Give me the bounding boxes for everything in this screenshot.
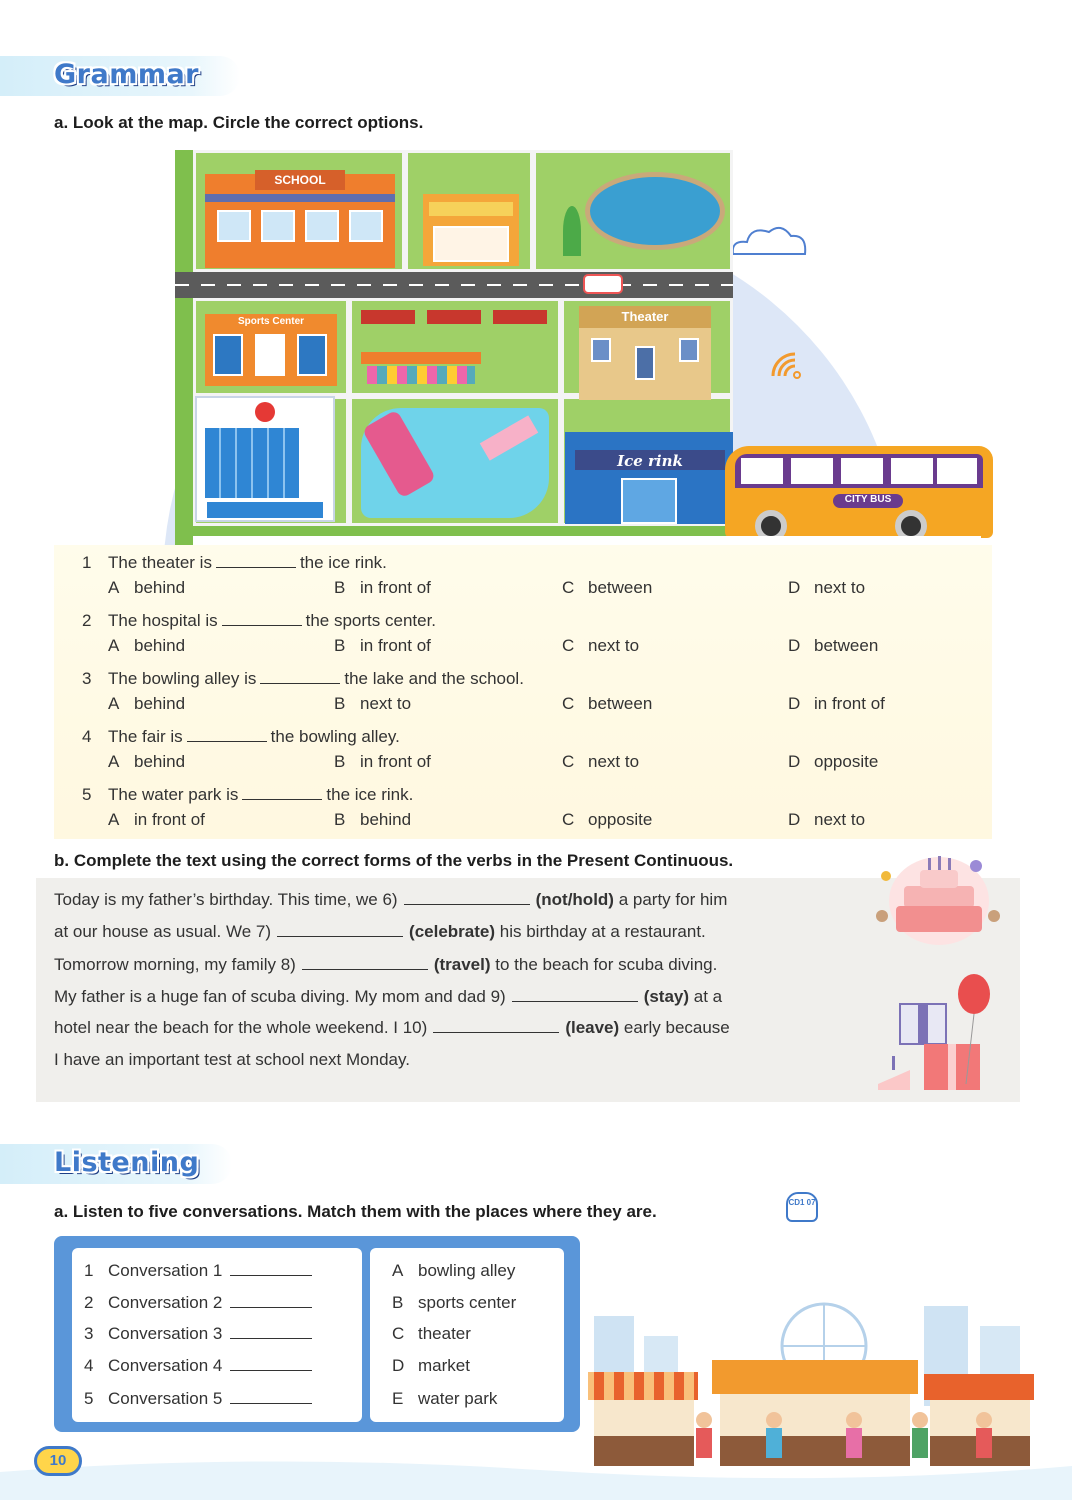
- question-2: 2 The hospital is the sports center. A behind B in front of C next to D between: [82, 611, 879, 655]
- city-bus: [725, 446, 993, 538]
- grammar-title: Grammar: [54, 59, 199, 90]
- passage-line-8: Tomorrow morning, my family 8) (travel) to the beach for scuba diving.: [54, 955, 718, 974]
- part-b-instruction: b. Complete the text using the correct forms of the verbs in the Present Continuous.: [54, 851, 734, 870]
- option-b[interactable]: B next to: [334, 694, 412, 713]
- passage-line-7: at our house as usual. We 7) (celebrate) his birthday at a restaurant.: [54, 922, 706, 941]
- option-c[interactable]: C next to: [562, 752, 640, 771]
- ice-rink-building: [565, 432, 733, 524]
- place-item: B sports center: [392, 1293, 517, 1312]
- hospital-cross-icon: [255, 402, 275, 422]
- hospital-building: [195, 396, 335, 522]
- option-d[interactable]: D between: [788, 636, 879, 655]
- answer-blank[interactable]: [222, 625, 302, 626]
- sports-center-label: Sports Center: [237, 316, 305, 327]
- option-d[interactable]: D next to: [788, 810, 866, 829]
- fair-stalls: [361, 310, 549, 388]
- tree: [563, 206, 581, 256]
- option-d[interactable]: D next to: [788, 578, 866, 597]
- water-park: [361, 408, 549, 518]
- option-b[interactable]: B in front of: [334, 636, 431, 655]
- conversation-item: 5 Conversation 5: [84, 1389, 312, 1409]
- cloud-icon: [723, 220, 813, 260]
- answer-blank[interactable]: [242, 799, 322, 800]
- question-5: 5 The water park is the ice rink. A in front of B behind C opposite D next to: [82, 785, 866, 829]
- conversation-item: 3 Conversation 3: [84, 1324, 312, 1344]
- map-ground: [175, 150, 733, 546]
- theater-building: [579, 306, 711, 400]
- birthday-cake-icon: [864, 846, 1014, 946]
- footer-wave: [0, 1442, 1072, 1500]
- match-blank[interactable]: [230, 1403, 312, 1404]
- question-3: 3 The bowling alley is the lake and the school. A behind B next to C between D in front of: [82, 669, 885, 713]
- option-d[interactable]: D in front of: [788, 694, 885, 713]
- match-blank[interactable]: [230, 1370, 312, 1371]
- school-label: SCHOOL: [274, 173, 326, 187]
- option-a[interactable]: A behind: [108, 752, 186, 771]
- conversation-item: 4 Conversation 4: [84, 1356, 312, 1376]
- question-4: 4 The fair is the bowling alley. A behind B in front of C next to D opposite: [82, 727, 879, 771]
- car-icon: [583, 274, 623, 294]
- bowling-building: [423, 194, 519, 266]
- option-a[interactable]: A behind: [108, 694, 186, 713]
- audio-track-icon[interactable]: CD1 07: [786, 1192, 818, 1222]
- passage-line-9: My father is a huge fan of scuba diving. My mom and dad 9) (stay) at a: [54, 987, 723, 1006]
- school-building: [205, 174, 395, 268]
- option-c[interactable]: C between: [562, 578, 653, 597]
- wifi-icon: [767, 346, 807, 386]
- listening-title: Listening: [54, 1147, 200, 1178]
- answer-blank[interactable]: [260, 683, 340, 684]
- part-a-instruction: a. Look at the map. Circle the correct options.: [54, 113, 424, 132]
- place-item: A bowling alley: [392, 1261, 516, 1280]
- conversation-item: 2 Conversation 2: [84, 1293, 312, 1313]
- option-b[interactable]: B in front of: [334, 578, 431, 597]
- passage-line-10: hotel near the beach for the whole weekend. I 10) (leave) early because: [54, 1018, 730, 1037]
- ice-rink-label: Ice rink: [617, 452, 683, 470]
- passage-line-11: I have an important test at school next Monday.: [54, 1050, 410, 1069]
- answer-gap-8[interactable]: [302, 969, 428, 970]
- match-blank[interactable]: [230, 1338, 312, 1339]
- match-blank[interactable]: [230, 1275, 312, 1276]
- question-1: 1 The theater is the ice rink. A behind B in front of C between D next to: [82, 553, 866, 597]
- listening-instruction: a. Listen to five conversations. Match them with the places where they are.: [54, 1202, 657, 1221]
- option-c[interactable]: C next to: [562, 636, 640, 655]
- option-a[interactable]: A in front of: [108, 810, 205, 829]
- option-b[interactable]: B in front of: [334, 752, 431, 771]
- option-c[interactable]: C opposite: [562, 810, 653, 829]
- option-b[interactable]: B behind: [334, 810, 412, 829]
- answer-gap-7[interactable]: [277, 936, 403, 937]
- answer-gap-9[interactable]: [512, 1001, 638, 1002]
- place-item: E water park: [392, 1389, 498, 1408]
- gift-icon: [870, 974, 1000, 1094]
- answer-blank[interactable]: [216, 567, 296, 568]
- sports-center-building: [205, 314, 337, 386]
- match-blank[interactable]: [230, 1307, 312, 1308]
- answer-gap-10[interactable]: [433, 1032, 559, 1033]
- option-a[interactable]: A behind: [108, 578, 186, 597]
- passage-line-6: Today is my father’s birthday. This time, we 6) (not/hold) a party for him: [54, 890, 728, 909]
- exercise-a-panel: [54, 545, 992, 839]
- theater-label: Theater: [621, 309, 669, 324]
- bus-label: CITY BUS: [844, 494, 892, 505]
- place-item: D market: [392, 1356, 470, 1375]
- answer-blank[interactable]: [187, 741, 267, 742]
- town-map: [163, 150, 993, 546]
- place-item: C theater: [392, 1324, 471, 1343]
- answer-gap-6[interactable]: [404, 904, 530, 905]
- page-number: 10: [34, 1446, 82, 1476]
- lake: [585, 172, 725, 250]
- option-c[interactable]: C between: [562, 694, 653, 713]
- conversation-item: 1 Conversation 1: [84, 1261, 312, 1281]
- option-d[interactable]: D opposite: [788, 752, 879, 771]
- option-a[interactable]: A behind: [108, 636, 186, 655]
